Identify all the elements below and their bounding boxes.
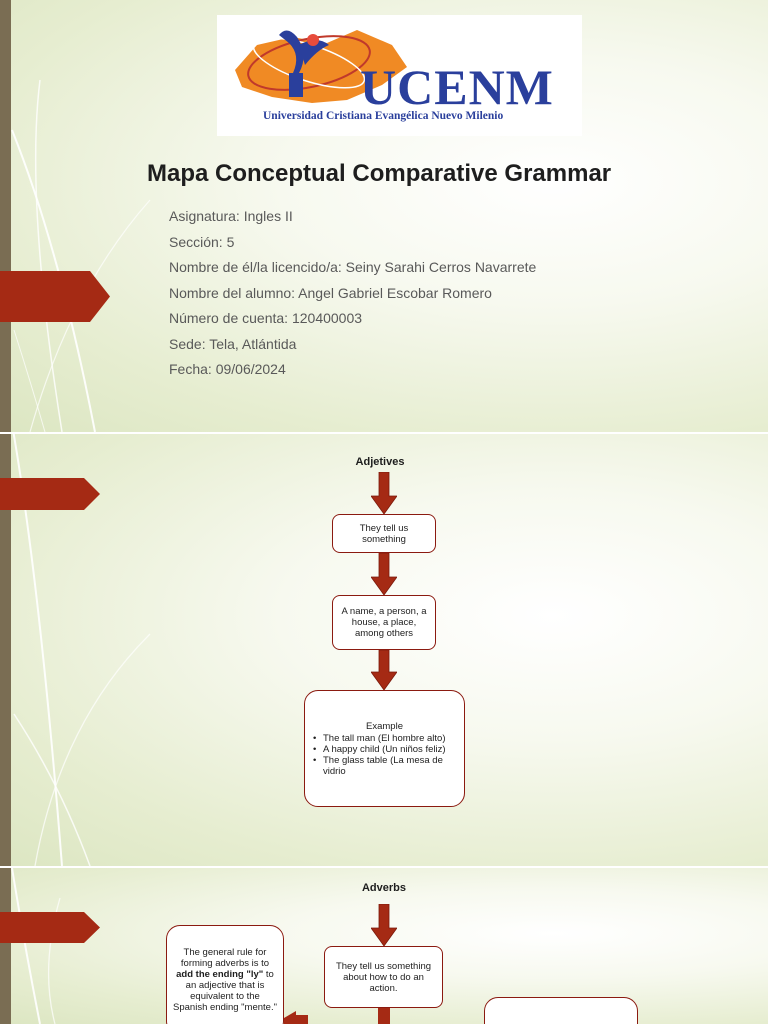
map-title: Adjetives xyxy=(355,456,405,468)
info-account-number: Número de cuenta: 120400003 xyxy=(169,310,363,326)
down-arrow-icon xyxy=(376,1008,392,1024)
map-title: Adverbs xyxy=(361,882,407,894)
concept-node-empty xyxy=(484,997,638,1024)
info-teacher: Nombre de él/la licencido/a: Seiny Sarahi Cerros Navarrete xyxy=(169,259,537,275)
info-section: Sección: 5 xyxy=(169,233,235,250)
down-arrow-icon xyxy=(371,472,397,514)
logo-tagline: Universidad Cristiana Evangélica Nuevo Milenio xyxy=(263,110,504,122)
title-slide xyxy=(0,0,768,432)
adverbs-concept-map xyxy=(0,868,768,1024)
page-title: Mapa Conceptual Comparative Grammar xyxy=(147,160,612,187)
example-item: • The glass table (La mesa de vidrio xyxy=(311,755,458,777)
concept-node-definition: They tell us something about how to do an action. xyxy=(324,946,443,1008)
example-item: • The tall man (El hombre alto) xyxy=(311,733,458,744)
example-item: • A happy child (Un niños feliz) xyxy=(311,744,458,755)
adjectives-slide xyxy=(0,434,768,866)
example-heading: Example xyxy=(366,720,403,732)
concept-node-example xyxy=(304,690,465,807)
concept-node-definition: They tell us something xyxy=(332,514,436,553)
info-date: Fecha: 09/06/2024 xyxy=(169,361,286,377)
info-student: Nombre del alumno: Angel Gabriel Escobar Romero xyxy=(169,284,492,301)
university-logo xyxy=(217,15,582,136)
concept-node-rule xyxy=(166,925,284,1024)
info-campus: Sede: Tela, Atlántida xyxy=(169,335,297,352)
logo-wordmark: UCENM xyxy=(360,59,554,115)
rule-suffix: to an adjective that is equivalent to the Spanish ending "mente." xyxy=(173,969,277,1013)
rule-prefix: The general rule for forming adverbs is to xyxy=(180,947,270,969)
rule-emphasis: add the ending "ly" xyxy=(176,969,264,980)
info-list xyxy=(169,207,536,386)
info-subject: Asignatura: Ingles II xyxy=(169,208,293,224)
down-arrow-icon xyxy=(371,650,397,690)
adjectives-concept-map xyxy=(0,434,768,866)
arrow-tab-icon xyxy=(0,271,110,322)
down-arrow-icon xyxy=(371,904,397,946)
down-arrow-icon xyxy=(371,553,397,595)
left-arrow-icon xyxy=(284,1011,308,1024)
example-list xyxy=(311,733,458,777)
rule-text xyxy=(173,947,277,1013)
concept-node-examples-of-nouns: A name, a person, a house, a place, among others xyxy=(332,595,436,650)
adverbs-slide xyxy=(0,868,768,1024)
